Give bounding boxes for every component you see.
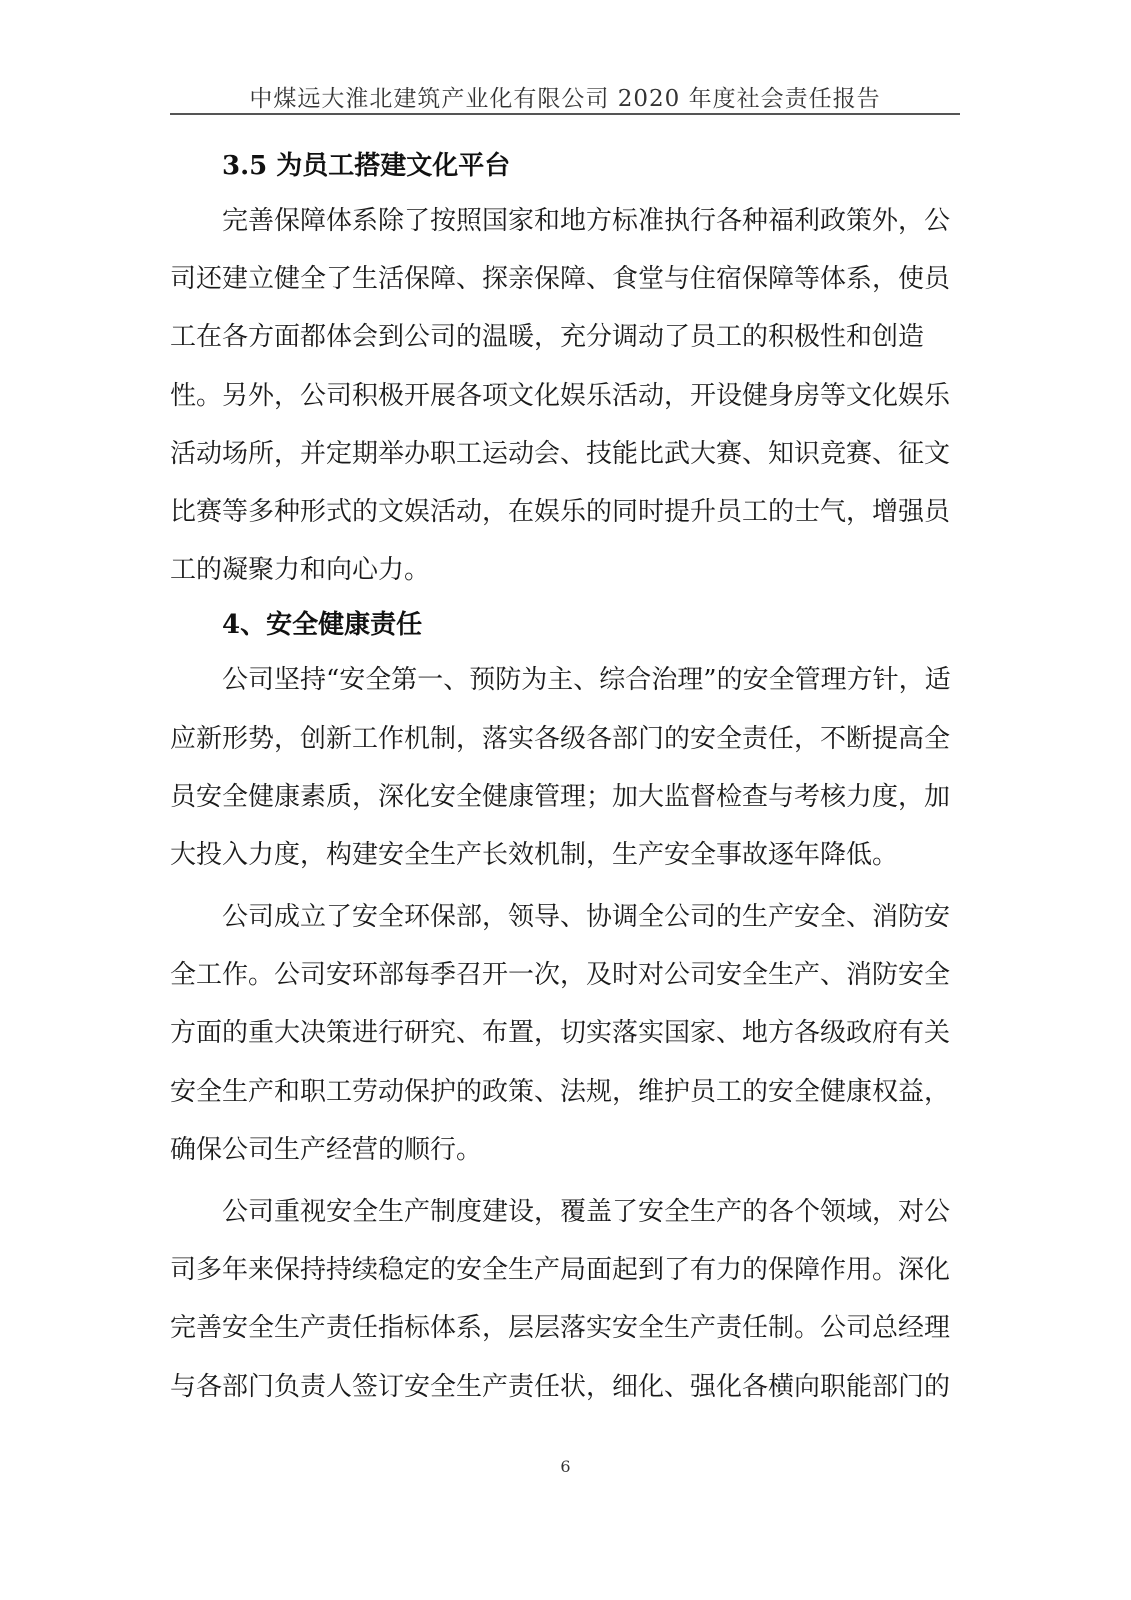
- text-line: 司还建立健全了生活保障、探亲保障、食堂与住宿保障等体系，使员: [170, 264, 951, 295]
- paragraph-culture-platform: [170, 192, 960, 599]
- paragraph-safety-department: [170, 888, 960, 1179]
- page-content: [170, 140, 960, 1416]
- text-line: 应新形势，创新工作机制，落实各级各部门的安全责任，不断提高全: [170, 723, 951, 754]
- paragraph-safety-system: [170, 1183, 960, 1416]
- page-number: 6: [560, 1457, 571, 1476]
- text-line: 确保公司生产经营的顺行。: [170, 1134, 483, 1165]
- text-line: 员安全健康素质，深化安全健康管理；加大监督检查与考核力度，加: [170, 781, 951, 812]
- text-line: 完善保障体系除了按照国家和地方标准执行各种福利政策外，公: [222, 206, 951, 236]
- text-line: 公司重视安全生产制度建设，覆盖了安全生产的各个领域，对公: [222, 1197, 951, 1227]
- text-line: 公司坚持“安全第一、预防为主、综合治理”的安全管理方针，适: [222, 665, 951, 696]
- header-rule: [170, 113, 960, 115]
- text-line: 性。另外，公司积极开展各项文化娱乐活动，开设健身房等文化娱乐: [170, 380, 951, 411]
- text-line: 比赛等多种形式的文娱活动，在娱乐的同时提升员工的士气，增强员: [170, 496, 951, 527]
- text-line: 安全生产和职工劳动保护的政策、法规，维护员工的安全健康权益，: [170, 1076, 951, 1107]
- text-line: 工在各方面都体会到公司的温暖，充分调动了员工的积极性和创造: [170, 322, 925, 353]
- text-line: 大投入力度，构建安全生产长效机制，生产安全事故逐年降低。: [170, 839, 899, 870]
- paragraph-safety-policy: [170, 651, 960, 884]
- section-heading-3-5: 3.5 为员工搭建文化平台: [222, 151, 511, 181]
- text-line: 完善安全生产责任指标体系，层层落实安全生产责任制。公司总经理: [170, 1313, 951, 1344]
- text-line: 与各部门负责人签订安全生产责任状，细化、强化各横向职能部门的: [170, 1371, 951, 1402]
- text-line: 活动场所，并定期举办职工运动会、技能比武大赛、知识竞赛、征文: [170, 438, 951, 469]
- text-line: 工的凝聚力和向心力。: [170, 555, 431, 586]
- text-line: 司多年来保持持续稳定的安全生产局面起到了有力的保障作用。深化: [170, 1255, 951, 1286]
- text-line: 公司成立了安全环保部，领导、协调全公司的生产安全、消防安: [222, 902, 951, 933]
- text-line: 方面的重大决策进行研究、布置，切实落实国家、地方各级政府有关: [170, 1018, 951, 1049]
- running-header: 中煤远大淮北建筑产业化有限公司 2020 年度社会责任报告: [249, 86, 881, 112]
- text-line: 全工作。公司安环部每季召开一次，及时对公司安全生产、消防安全: [170, 960, 951, 991]
- section-heading-4: 4、安全健康责任: [222, 610, 423, 641]
